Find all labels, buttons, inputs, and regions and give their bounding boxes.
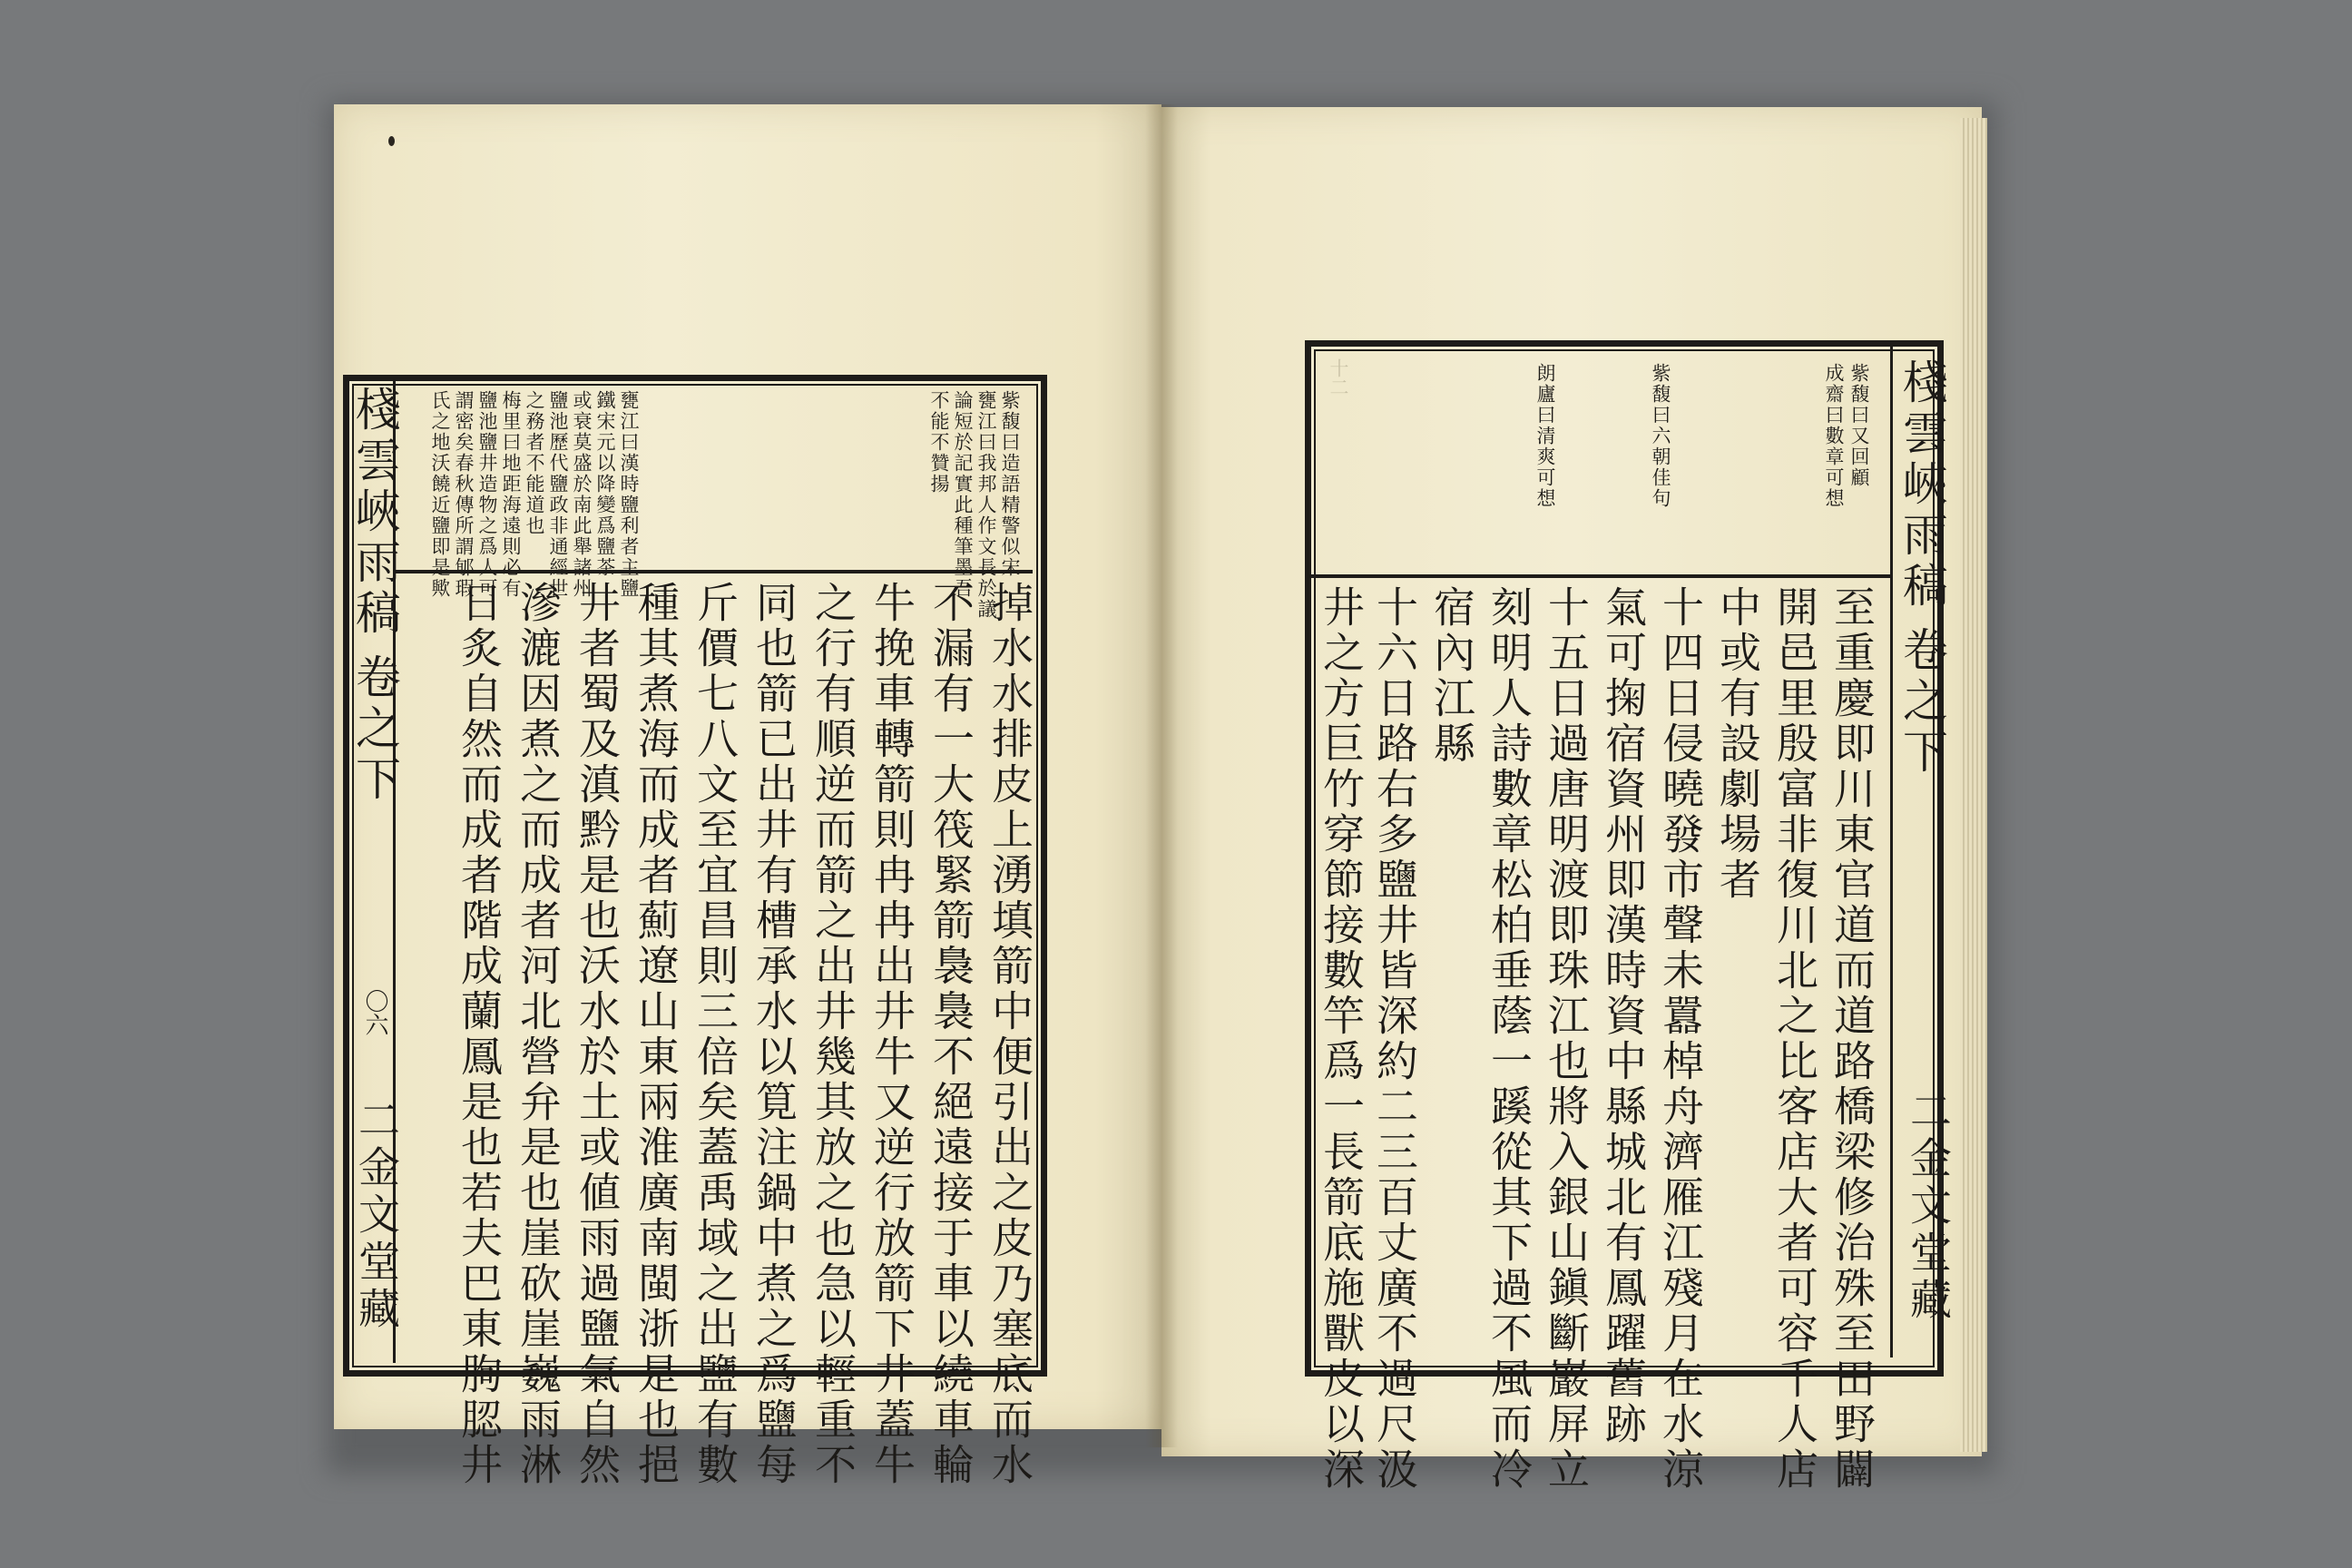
main-text-column: 十五日過唐明渡即珠江也將入銀山鎭斷巖屏立 xyxy=(1542,585,1591,1493)
annotation-column: 之務者不能道也 xyxy=(524,390,545,536)
annotation-column: 甕江曰漢時鹽利者主鹽 xyxy=(618,390,640,599)
left-header-volume: 卷之下 xyxy=(348,653,401,806)
main-text-column: 至重慶即川東官道而道路橋梁修治殊至田野闢 xyxy=(1828,585,1877,1493)
main-text-column: 宿內江縣 xyxy=(1427,585,1476,767)
main-text-column: 開邑里殷富非復川北之比客店大者可容千人店 xyxy=(1770,585,1819,1493)
left-folio-number: 〇六 xyxy=(361,989,388,1036)
annotation-column: 氏之地沃饒近鹽即是歟 xyxy=(429,390,451,599)
main-text-column: 刻明人詩數章松柏垂蔭一蹊從其下過不風而冷 xyxy=(1485,585,1534,1493)
annotation-column: 或衰莫盛於南此舉諸州 xyxy=(571,390,593,599)
main-text-column: 掉水水排皮上湧填箭中便引出之皮乃塞底而水 xyxy=(985,581,1034,1488)
annotation-column: 甕江曰我邦人作文長於議 xyxy=(975,390,997,620)
annotation-column: 紫馥曰造語精警似宋 xyxy=(999,390,1021,578)
main-text-column: 日炙自然而成者階成蘭鳳是也若夫巴東朐䏰井 xyxy=(455,581,504,1488)
page-edges xyxy=(1960,118,1987,1452)
left-publisher-mark: 二金文堂藏 xyxy=(352,1098,401,1334)
annotation-column: 鹽池鹽井造物之爲人可 xyxy=(476,390,498,599)
main-text-column: 斤價七八文至宜昌則三倍矣蓋禹域之出鹽有數 xyxy=(691,581,740,1488)
main-text-column: 滲漉因煮之而成者河北營弁是也崖砍崖巍雨淋 xyxy=(514,581,563,1488)
annotation-column: 紫馥曰又回顧 xyxy=(1848,363,1870,488)
right-annotation-rule xyxy=(1311,574,1892,578)
right-faint-bleed-text: 十二 xyxy=(1328,358,1349,397)
main-text-column: 中或有設劇場者 xyxy=(1713,585,1762,903)
main-text-column: 種其煮海而成者薊遼山東兩淮廣南閩浙是也挹 xyxy=(632,581,681,1488)
main-text-column: 井之方巨竹穿節接數竿爲一長箭底施獸皮以深 xyxy=(1317,585,1366,1493)
annotation-column: 論短於記實此種筆墨吾 xyxy=(952,390,974,599)
main-text-column: 不漏有一大筏緊箭裊裊不絕遠接于車以繞車輪 xyxy=(926,581,975,1488)
annotation-column: 鐵宋元以降變爲鹽茶 xyxy=(594,390,616,578)
annotation-column: 成齋曰數章可想 xyxy=(1823,363,1845,509)
annotation-column: 梅里曰地距海遠則必有 xyxy=(500,390,522,599)
main-text-column: 同也箭已出井有槽承水以筧注鍋中煮之爲鹽每 xyxy=(750,581,799,1488)
main-text-column: 氣可掬宿資州即漢時資中縣城北有鳳躍舊跡 xyxy=(1599,585,1648,1447)
left-header-title: 棧雲峽雨稿 xyxy=(348,386,401,640)
main-text-column: 十四日侵曉發市聲未囂棹舟濟雁江殘月在水涼 xyxy=(1656,585,1705,1493)
right-header-volume: 卷之下 xyxy=(1896,626,1948,779)
main-text-column: 之行有順逆而箭之出井幾其放之也急以輕重不 xyxy=(808,581,858,1488)
annotation-column: 鹽池歷代鹽政非通經世 xyxy=(547,390,569,599)
annotation-column: 朗廬曰清爽可想 xyxy=(1534,363,1556,509)
right-header-title: 棧雲峽雨稿 xyxy=(1896,358,1948,612)
annotation-column: 謂密矣春秋傳所謂郇瑕 xyxy=(453,390,475,599)
main-text-column: 十六日路右多鹽井皆深約二三百丈廣不過尺汲 xyxy=(1370,585,1419,1493)
main-text-column: 井者蜀及滇黔是也沃水於土或値雨過鹽氣自然 xyxy=(573,581,622,1488)
book-gutter xyxy=(1145,104,1178,1447)
ink-speck xyxy=(388,136,395,146)
main-text-column: 牛挽車轉箭則冉冉出井牛又逆行放箭下井蓋牛 xyxy=(867,581,916,1488)
annotation-column: 紫馥曰六朝佳句 xyxy=(1650,363,1671,509)
annotation-column: 不能不贊揚 xyxy=(928,390,950,495)
right-band-rule xyxy=(1890,347,1893,1357)
right-publisher-mark: 二金文堂藏 xyxy=(1904,1089,1953,1325)
